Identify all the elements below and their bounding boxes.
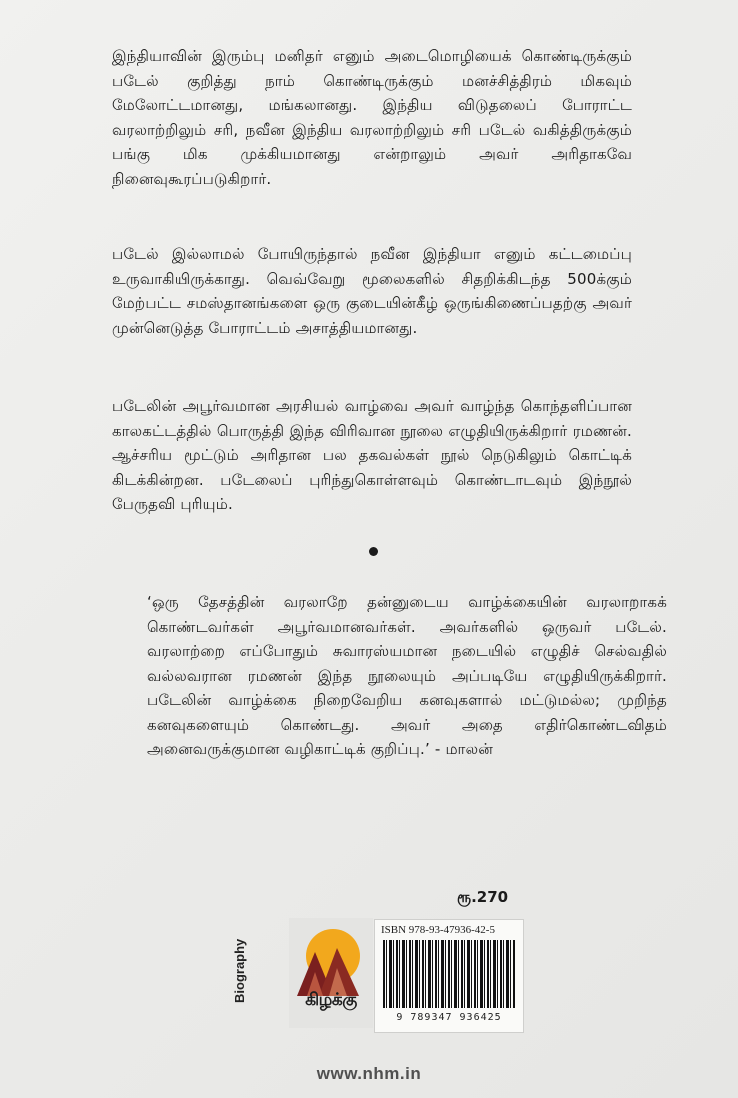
endorsement-quote bbox=[147, 590, 667, 762]
barcode-digits: 9 789347 936425 bbox=[396, 1012, 502, 1023]
isbn-barcode-block bbox=[374, 919, 524, 1033]
publisher-logo bbox=[289, 918, 373, 1028]
blurb-paragraph-3: படேலின் அபூர்வமான அரசியல் வாழ்வை அவர் வாழ்ந்த கொந்தளிப்பான காலகட்டத்தில் பொருத்தி இந்த விரிவான நூலை எழுதியிருக்கிறார் ரமணன். ஆச்சரிய மூட்டும் அரிதான பல தகவல்கள் நூல் நெடுகிலும் கொட்டிக் கிடக்கின்றன. படேலைப் புரிந்துகொள்ளவும் கொண்டாடவும் இந்நூல் பேருதவி புரியும். bbox=[112, 397, 632, 513]
section-divider-bullet bbox=[369, 547, 378, 556]
barcode-icon bbox=[383, 940, 515, 1008]
blurb-paragraph-1: இந்தியாவின் இரும்பு மனிதர் எனும் அடைமொழியைக் கொண்டிருக்கும் படேல் குறித்து நாம் கொண்டிருக்கும் மனச்சித்திரம் மிகவும் மேலோட்டமானது, மங்கலானது. இந்திய விடுதலைப் போராட்ட வரலாற்றிலும் சரி, நவீன இந்திய வரலாற்றிலும் சரி படேல் வகித்திருக்கும் பங்கு மிக முக்கியமானது என்றாலும் அவர் அரிதாகவே நினைவுகூரப்படுகிறார். bbox=[112, 47, 632, 188]
blurb-paragraph-2: படேல் இல்லாமல் போயிருந்தால் நவீன இந்தியா எனும் கட்டமைப்பு உருவாகியிருக்காது. வெவ்வேறு மூலைகளில் சிதறிக்கிடந்த 500க்கும் மேற்பட்ட சமஸ்தானங்களை ஒரு குடையின்கீழ் ஒருங்கிணைப்பதற்கு அவர் முன்னெடுத்த போராட்டம் அசாத்தியமானது. bbox=[112, 245, 632, 337]
sun-mountain-icon bbox=[289, 918, 373, 998]
publisher-website: www.nhm.in bbox=[316, 1064, 422, 1083]
quote-text: ‘ஒரு தேசத்தின் வரலாறே தன்னுடைய வாழ்க்கையின் வரலாறாகக் கொண்டவர்கள் அபூர்வமானவர்கள். அவர்களில் ஒருவர் படேல். வரலாற்றை எப்போதும் சுவாரஸ்யமான நடையில் எழுதிச் செல்வதில் வல்லவரான ரமணன் இந்த நூலையும் அப்படியே எழுதியிருக்கிறார். படேலின் வாழ்க்கை நிறைவேறிய கனவுகளால் மட்டுமல்ல; முறிந்த கனவுகளையும் கொண்டது. அவர் அதை எதிர்கொண்டவிதம் அனைவருக்குமான வழிகாட்டிக் குறிப்பு.’ bbox=[147, 593, 667, 758]
isbn-label: ISBN 978-93-47936-42-5 bbox=[381, 924, 495, 936]
publisher-name: கிழக்கு bbox=[305, 990, 357, 1010]
genre-label: Biography bbox=[232, 938, 247, 1003]
quote-author: - மாலன் bbox=[434, 740, 493, 758]
price-label: ரூ.270 bbox=[457, 888, 509, 906]
